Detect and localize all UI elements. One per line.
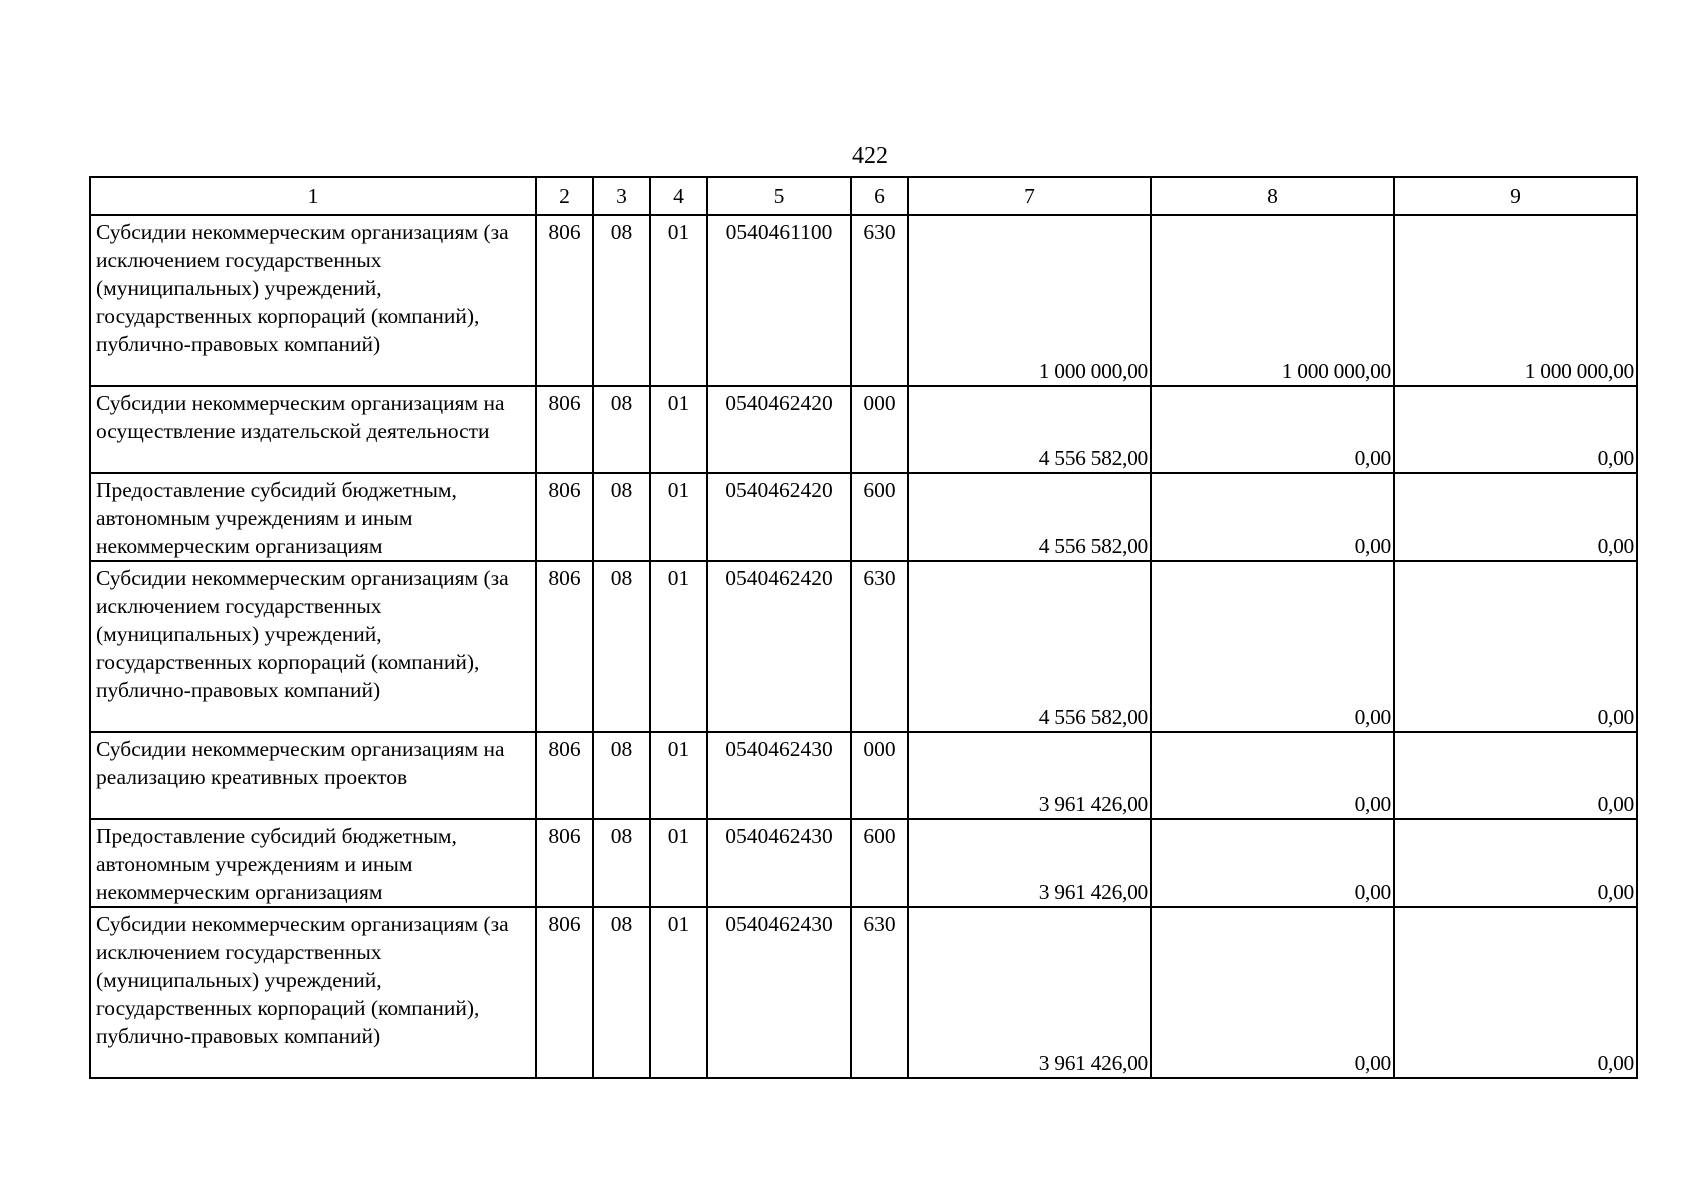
- row-amount-8: 1 000 000,00: [1151, 215, 1394, 386]
- row-code-2: 806: [536, 473, 593, 561]
- row-code-3: 08: [593, 473, 650, 561]
- row-amount-8: 0,00: [1151, 732, 1394, 819]
- row-amount-8: 0,00: [1151, 907, 1394, 1078]
- row-name: Субсидии некоммерческим организациям (за исключением государственных (муниципальных) учреждений, государственных корпораций (компаний), публично-правовых компаний): [90, 215, 536, 386]
- row-code-3: 08: [593, 561, 650, 732]
- row-code-4: 01: [650, 561, 707, 732]
- table-row: [90, 386, 1637, 473]
- row-code-4: 01: [650, 386, 707, 473]
- row-amount-9: 0,00: [1394, 819, 1637, 907]
- row-code-4: 01: [650, 907, 707, 1078]
- header-row: [90, 177, 1637, 215]
- row-amount-9: 0,00: [1394, 561, 1637, 732]
- row-code-3: 08: [593, 732, 650, 819]
- row-amount-9: 0,00: [1394, 732, 1637, 819]
- row-code-6: 630: [851, 907, 908, 1078]
- row-amount-8: 0,00: [1151, 473, 1394, 561]
- row-amount-8: 0,00: [1151, 561, 1394, 732]
- column-header-7: 7: [908, 177, 1151, 215]
- table-row: [90, 473, 1637, 561]
- row-code-5: 0540462420: [707, 473, 851, 561]
- row-amount-7: 4 556 582,00: [908, 386, 1151, 473]
- row-code-2: 806: [536, 386, 593, 473]
- row-code-5: 0540461100: [707, 215, 851, 386]
- row-code-2: 806: [536, 561, 593, 732]
- column-header-9: 9: [1394, 177, 1637, 215]
- row-amount-7: 3 961 426,00: [908, 907, 1151, 1078]
- row-code-6: 630: [851, 215, 908, 386]
- row-amount-8: 0,00: [1151, 386, 1394, 473]
- table-row: [90, 907, 1637, 1078]
- row-code-4: 01: [650, 732, 707, 819]
- row-name: Субсидии некоммерческим организациям (за исключением государственных (муниципальных) учреждений, государственных корпораций (компаний), публично-правовых компаний): [90, 561, 536, 732]
- row-code-2: 806: [536, 215, 593, 386]
- column-header-4: 4: [650, 177, 707, 215]
- row-amount-7: 3 961 426,00: [908, 819, 1151, 907]
- row-code-4: 01: [650, 215, 707, 386]
- row-amount-9: 1 000 000,00: [1394, 215, 1637, 386]
- table-row: [90, 819, 1637, 907]
- row-code-3: 08: [593, 819, 650, 907]
- row-name: Предоставление субсидий бюджетным, автономным учреждениям и иным некоммерческим организациям: [90, 473, 536, 561]
- row-name: Субсидии некоммерческим организациям (за исключением государственных (муниципальных) учреждений, государственных корпораций (компаний), публично-правовых компаний): [90, 907, 536, 1078]
- column-header-2: 2: [536, 177, 593, 215]
- row-name: Предоставление субсидий бюджетным, автономным учреждениям и иным некоммерческим организациям: [90, 819, 536, 907]
- row-amount-9: 0,00: [1394, 473, 1637, 561]
- page-number: 422: [852, 143, 888, 169]
- row-code-2: 806: [536, 819, 593, 907]
- row-code-6: 600: [851, 473, 908, 561]
- row-code-4: 01: [650, 473, 707, 561]
- column-header-5: 5: [707, 177, 851, 215]
- table-row: [90, 732, 1637, 819]
- row-code-5: 0540462420: [707, 561, 851, 732]
- table-row: [90, 561, 1637, 732]
- row-code-4: 01: [650, 819, 707, 907]
- row-code-5: 0540462430: [707, 819, 851, 907]
- row-code-6: 000: [851, 386, 908, 473]
- row-amount-9: 0,00: [1394, 907, 1637, 1078]
- column-header-3: 3: [593, 177, 650, 215]
- row-code-5: 0540462430: [707, 907, 851, 1078]
- row-name: Субсидии некоммерческим организациям на осуществление издательской деятельности: [90, 386, 536, 473]
- table-row: [90, 215, 1637, 386]
- row-amount-7: 4 556 582,00: [908, 561, 1151, 732]
- row-amount-7: 3 961 426,00: [908, 732, 1151, 819]
- row-code-5: 0540462420: [707, 386, 851, 473]
- row-code-2: 806: [536, 907, 593, 1078]
- row-code-5: 0540462430: [707, 732, 851, 819]
- column-header-1: 1: [90, 177, 536, 215]
- budget-table: [89, 176, 1638, 1079]
- row-amount-7: 4 556 582,00: [908, 473, 1151, 561]
- row-code-6: 600: [851, 819, 908, 907]
- column-header-8: 8: [1151, 177, 1394, 215]
- row-amount-8: 0,00: [1151, 819, 1394, 907]
- row-code-6: 630: [851, 561, 908, 732]
- row-code-3: 08: [593, 907, 650, 1078]
- row-code-3: 08: [593, 386, 650, 473]
- row-code-3: 08: [593, 215, 650, 386]
- row-amount-7: 1 000 000,00: [908, 215, 1151, 386]
- column-header-6: 6: [851, 177, 908, 215]
- row-code-6: 000: [851, 732, 908, 819]
- row-code-2: 806: [536, 732, 593, 819]
- row-amount-9: 0,00: [1394, 386, 1637, 473]
- row-name: Субсидии некоммерческим организациям на реализацию креативных проектов: [90, 732, 536, 819]
